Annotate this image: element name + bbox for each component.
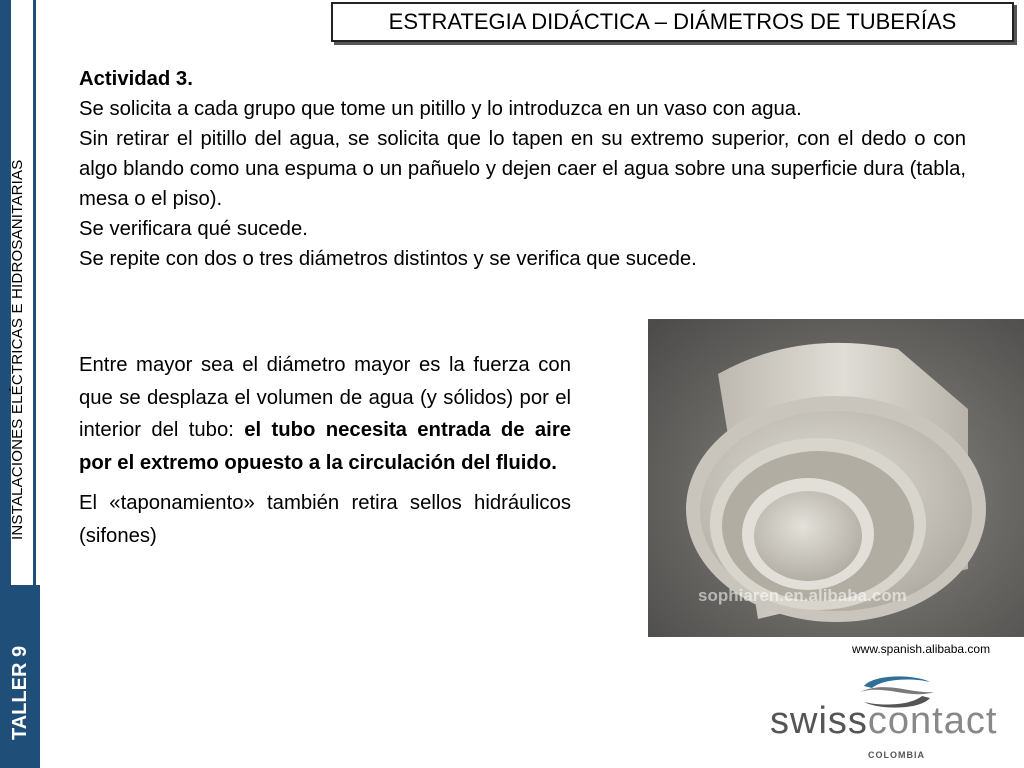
workshop-label: TALLER 9 bbox=[9, 645, 31, 740]
conclusion-section bbox=[79, 349, 571, 552]
small-pipe-inner bbox=[754, 491, 862, 581]
pipes-photo bbox=[648, 319, 1024, 637]
logo-wordmark bbox=[770, 700, 997, 743]
slide-header bbox=[331, 2, 1014, 42]
activity-paragraph: Se repite con dos o tres diámetros distintos y se verifica que sucede. bbox=[79, 248, 697, 270]
logo-word-contact: contact bbox=[867, 700, 998, 742]
photo-watermark: sophiaren.en.alibaba.com bbox=[698, 586, 907, 605]
sidebar bbox=[0, 0, 40, 768]
siphon-note: El «taponamiento» también retira sellos hidráulicos (sifones) bbox=[79, 492, 571, 547]
logo-word-swiss: swiss bbox=[770, 700, 868, 742]
activity-section bbox=[79, 64, 966, 274]
activity-title: Actividad 3. bbox=[79, 68, 193, 90]
activity-paragraph: Se verificara qué sucede. bbox=[79, 218, 308, 240]
conclusion-text: Entre mayor sea el diámetro mayor es la fuerza con que se desplaza el volumen de agua (y sólidos) por el interior del tubo: bbox=[79, 354, 571, 441]
activity-paragraph: Se solicita a cada grupo que tome un pitillo y lo introduzca en un vaso con agua. bbox=[79, 98, 802, 120]
activity-paragraph: Sin retirar el pitillo del agua, se solicita que lo tapen en su extremo superior, con el dedo o con algo blando como una espuma o un pañuelo y dejen caer el agua sobre una superficie dura (tabla, mesa o el piso). bbox=[79, 128, 966, 210]
swisscontact-logo bbox=[760, 666, 1022, 766]
photo-caption[interactable]: www.spanish.alibaba.com bbox=[852, 642, 991, 656]
course-title: INSTALACIONES ELÉCTRICAS E HIDROSANITARIAS bbox=[9, 159, 26, 540]
conclusion-emphasis: el tubo necesita entrada de aire por el extremo opuesto a la circulación del fluido. bbox=[79, 419, 571, 474]
conclusion-paragraph bbox=[79, 349, 571, 479]
slide-title: ESTRATEGIA DIDÁCTICA – DIÁMETROS DE TUBERÍAS bbox=[388, 9, 957, 34]
logo-country: COLOMBIA bbox=[868, 750, 925, 760]
